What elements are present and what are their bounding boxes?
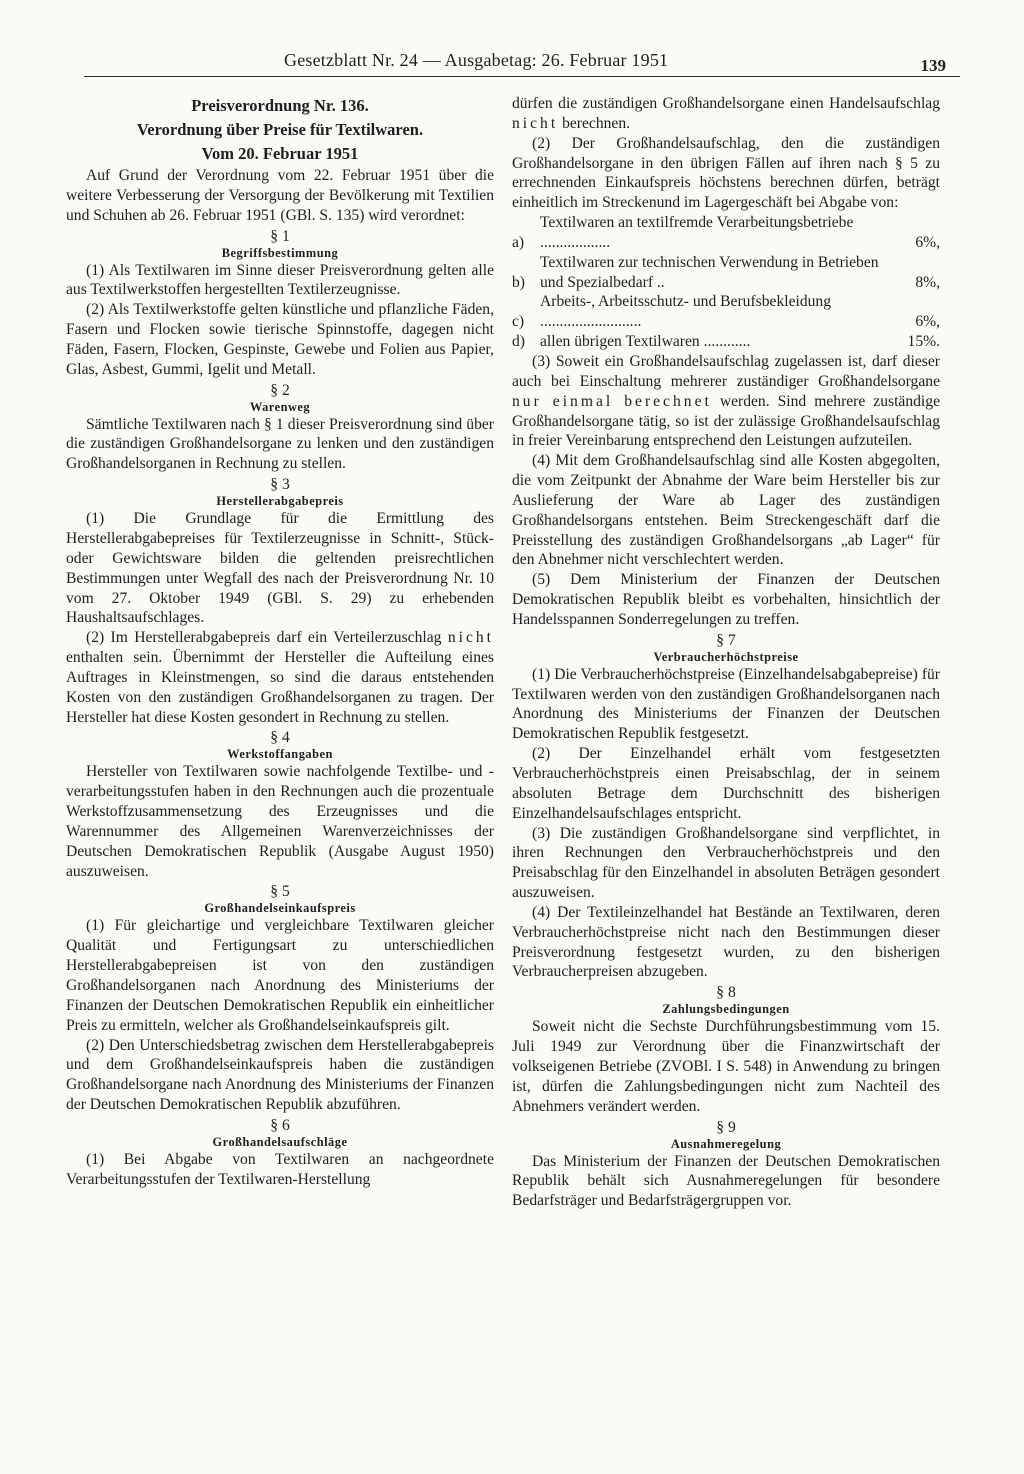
list-percent: 6%,: [915, 233, 940, 251]
paragraph: (4) Der Textileinzelhandel hat Bestände an Textilwaren, deren Verbraucherhöchstpreise nicht nach den Bestimmungen dieser Preisverordnung festgesetzt wurden, zu den bisherigen Verbraucherpreisen abzugeben.: [512, 903, 940, 981]
section-heading: Werkstoffangaben: [227, 747, 333, 762]
section-number: § 1: [270, 227, 290, 245]
spaced-emphasis: nur einmal berechnet: [512, 392, 712, 410]
surcharge-list: [512, 213, 940, 352]
list-label: d): [512, 333, 525, 351]
section-heading: Verbraucherhöchstpreise: [653, 649, 799, 664]
paragraph: (1) Bei Abgabe von Textilwaren an nachgeordnete Verarbeitungsstufen der Textilwaren-Herstellung: [66, 1150, 494, 1188]
spaced-emphasis: nicht: [447, 629, 494, 647]
section-number: § 4: [270, 729, 290, 747]
section-number: § 3: [270, 476, 290, 494]
section-number: § 2: [270, 381, 290, 399]
ordinance-date: Vom 20. Februar 1951: [201, 144, 359, 163]
paragraph: (4) Mit dem Großhandelsaufschlag sind alle Kosten abgegolten, die vom Zeitpunkt der Abnahme der Ware beim Hersteller bis zur Auslieferung der Ware ab Lager des zuständigen Großhandelsorgans entstehen. Beim Streckengeschäft darf die Preisstellung des zuständigen Großhandelsorgans „ab Lager“ für den Abnehmer nicht verschlechtert werden.: [512, 452, 940, 569]
section-heading: Großhandelsaufschläge: [212, 1134, 348, 1149]
paragraph: (1) Als Textilwaren im Sinne dieser Preisverordnung gelten alle aus Textilwerkstoffen hergestellten Textilerzeugnisse.: [66, 261, 494, 299]
section-heading: Herstellerabgabepreis: [216, 494, 344, 509]
list-label: a): [512, 233, 525, 251]
paragraph: (3) Die zuständigen Großhandelsorgane sind verpflichtet, in ihren Rechnungen den Verbraucherhöchstpreis und den Preisabschlag für den Einzelhandel in absoluten Beträgen gesondert auszuweisen.: [512, 824, 940, 902]
right-column: [512, 94, 940, 1211]
page-header: [84, 44, 960, 77]
list-percent: 15%.: [907, 333, 940, 351]
section-number: § 6: [270, 1116, 290, 1134]
text-run: werden. Sind mehrere zuständige Großhandelsorgane tätig, so ist der zulässige Großhandelsaufschlag in freier Vereinbarung entsprechend den Leistungen aufzuteilen.: [512, 392, 940, 450]
text-run: enthalten sein. Übernimmt der Hersteller die Aufteilung eines Auftrages in Kleinstmengen, so sind die daraus entstehenden Kosten von den zuständigen Großhandelsorganen zu tragen. Der Hersteller hat diese Kosten gesondert in Rechnung zu stellen.: [66, 649, 494, 726]
paragraph: [66, 628, 494, 727]
spaced-emphasis: nicht: [512, 114, 559, 132]
text-run: berechnen.: [558, 114, 631, 132]
list-text: Textilwaren zur technischen Verwendung in Betrieben und Spezialbedarf ..: [540, 253, 879, 291]
section-heading: Großhandelseinkaufspreis: [204, 901, 356, 916]
list-item: [512, 292, 940, 332]
section-number: § 7: [716, 631, 736, 649]
paragraph: Hersteller von Textilwaren sowie nachfolgende Textilbe- und -verarbeitungsstufen haben in den Rechnungen auch die prozentuale Werkstoffzusammensetzung des Erzeugnisses und die Warennummer des Allgemeinen Warenverzeichnisses der Deutschen Demokratischen Republik (Ausgabe August 1950) auszuweisen.: [66, 763, 494, 880]
section-heading: Begriffsbestimmung: [221, 245, 339, 260]
paragraph: (2) Der Großhandelsaufschlag, den die zuständigen Großhandelsorgane in den übrigen Fällen auf ihren nach § 5 zu errechnenden Einkaufspreis höchstens berechnen dürfen, beträgt einheitlich im Streckenund im Lagergeschäft bei Abgabe von:: [512, 134, 940, 212]
preamble: Auf Grund der Verordnung vom 22. Februar 1951 über die weitere Verbesserung der Versorgung der Bevölkerung mit Textilien und Schuhen ab 26. Februar 1951 (GBl. S. 135) wird verordnet:: [66, 167, 494, 224]
page-number: 139: [920, 56, 946, 75]
paragraph: (1) Die Verbraucherhöchstpreise (Einzelhandelsabgabepreise) für Textilwaren werden von den zuständigen Großhandelsorganen nach Anordnung des Ministeriums der Finanzen der Deutschen Demokratischen Republik festgesetzt.: [512, 665, 940, 743]
text-run: (3) Soweit ein Großhandelsaufschlag zugelassen ist, darf dieser auch bei Einschaltung mehrerer zuständiger Großhandelsorgane: [512, 352, 940, 390]
list-label: b): [512, 273, 525, 291]
list-percent: 8%,: [915, 273, 940, 291]
text-run: (2) Im Herstellerabgabepreis darf ein Verteilerzuschlag: [86, 629, 448, 647]
section-heading: Ausnahmeregelung: [670, 1136, 782, 1151]
list-item: [512, 253, 940, 293]
paragraph: (2) Der Einzelhandel erhält vom festgesetzten Verbraucherhöchstpreis einen Preisabschlag, der in seinem absoluten Betrage dem Durchschnitt des bisherigen Einzelhandelsaufschlages entspricht.: [512, 745, 940, 822]
section-heading: Zahlungsbedingungen: [662, 1002, 790, 1017]
paragraph: Soweit nicht die Sechste Durchführungsbestimmung vom 15. Juli 1949 zur Verordnung über die Finanzwirtschaft der volkseigenen Betriebe (ZVOBl. I S. 548) in Anwendung zu bringen ist, dürfen die Zahlungsbedingungen nicht zum Nachteil des Abnehmers verändert werden.: [512, 1018, 940, 1115]
paragraph: [512, 352, 940, 451]
list-text: Arbeits-, Arbeitsschutz- und Berufsbekleidung ..........................: [540, 293, 832, 331]
list-label: c): [512, 313, 525, 331]
paragraph: Sämtliche Textilwaren nach § 1 dieser Preisverordnung sind über die zuständigen Großhandelsorgane zu lenken und den zuständigen Großhandelsorganen in Rechnung zu stellen.: [66, 415, 494, 473]
list-text: allen übrigen Textilwaren ............: [540, 333, 751, 351]
section-number: § 9: [716, 1118, 736, 1136]
paragraph: (1) Die Grundlage für die Ermittlung des Herstellerabgabepreises für Textilerzeugnisse in Schnitt-, Stück- oder Gewichtsware bilden die geltenden preisrechtlichen Bestimmungen unter Wegfall des nach der Preisverordnung Nr. 10 vom 27. Oktober 1949 (GBl. S. 29) zu erhebenden Haushaltsaufschlages.: [66, 510, 494, 627]
ordinance-number: Preisverordnung Nr. 136.: [191, 96, 369, 115]
section-number: § 8: [716, 984, 736, 1002]
list-item: [512, 213, 940, 253]
ordinance-title: Verordnung über Preise für Textilwaren.: [136, 120, 424, 139]
paragraph: (5) Dem Ministerium der Finanzen der Deutschen Demokratischen Republik bleibt es vorbehalten, hinsichtlich der Handelsspannen Sonderregelungen zu treffen.: [512, 571, 940, 628]
section-number: § 5: [270, 883, 290, 901]
list-percent: 6%,: [915, 313, 940, 331]
text-run: dürfen die zuständigen Großhandelsorgane einen Handelsaufschlag: [512, 95, 940, 112]
paragraph: (2) Den Unterschiedsbetrag zwischen dem Herstellerabgabepreis und dem Großhandelseinkaufspreis haben die zuständigen Großhandelsorgane nach Anordnung des Ministeriums der Finanzen der Deutschen Demokratischen Republik abzuführen.: [66, 1036, 494, 1114]
paragraph: (1) Für gleichartige und vergleichbare Textilwaren gleicher Qualität und Fertigungsart zu unterschiedlichen Herstellerabgabepreisen ist von den zuständigen Großhandelsorganen nach Anordnung des Ministeriums der Finanzen der Deutschen Demokratischen Republik ein einheitlicher Preis zu ermitteln, welcher als Großhandelseinkaufspreis gilt.: [66, 917, 494, 1034]
list-text: Textilwaren an textilfremde Verarbeitungsbetriebe ..................: [540, 214, 854, 251]
section-heading: Warenweg: [249, 399, 311, 414]
paragraph: (2) Als Textilwerkstoffe gelten künstliche und pflanzliche Fäden, Fasern und Flocken sowie tierische Spinnstoffe, dagegen nicht Fäden, Fasern, Flocken, Gespinste, Gewebe und Folien aus Papier, Glas, Asbest, Gummi, Igelit und Metall.: [66, 301, 494, 378]
list-item: [512, 332, 940, 352]
paragraph-continuation: [512, 94, 940, 134]
paragraph: Das Ministerium der Finanzen der Deutschen Demokratischen Republik behält sich Ausnahmeregelungen für besondere Bedarfsträger und Bedarfsträgergruppen vor.: [512, 1152, 940, 1210]
header-title: Gesetzblatt Nr. 24 — Ausgabetag: 26. Februar 1951: [284, 50, 669, 70]
left-column: [66, 94, 494, 1190]
